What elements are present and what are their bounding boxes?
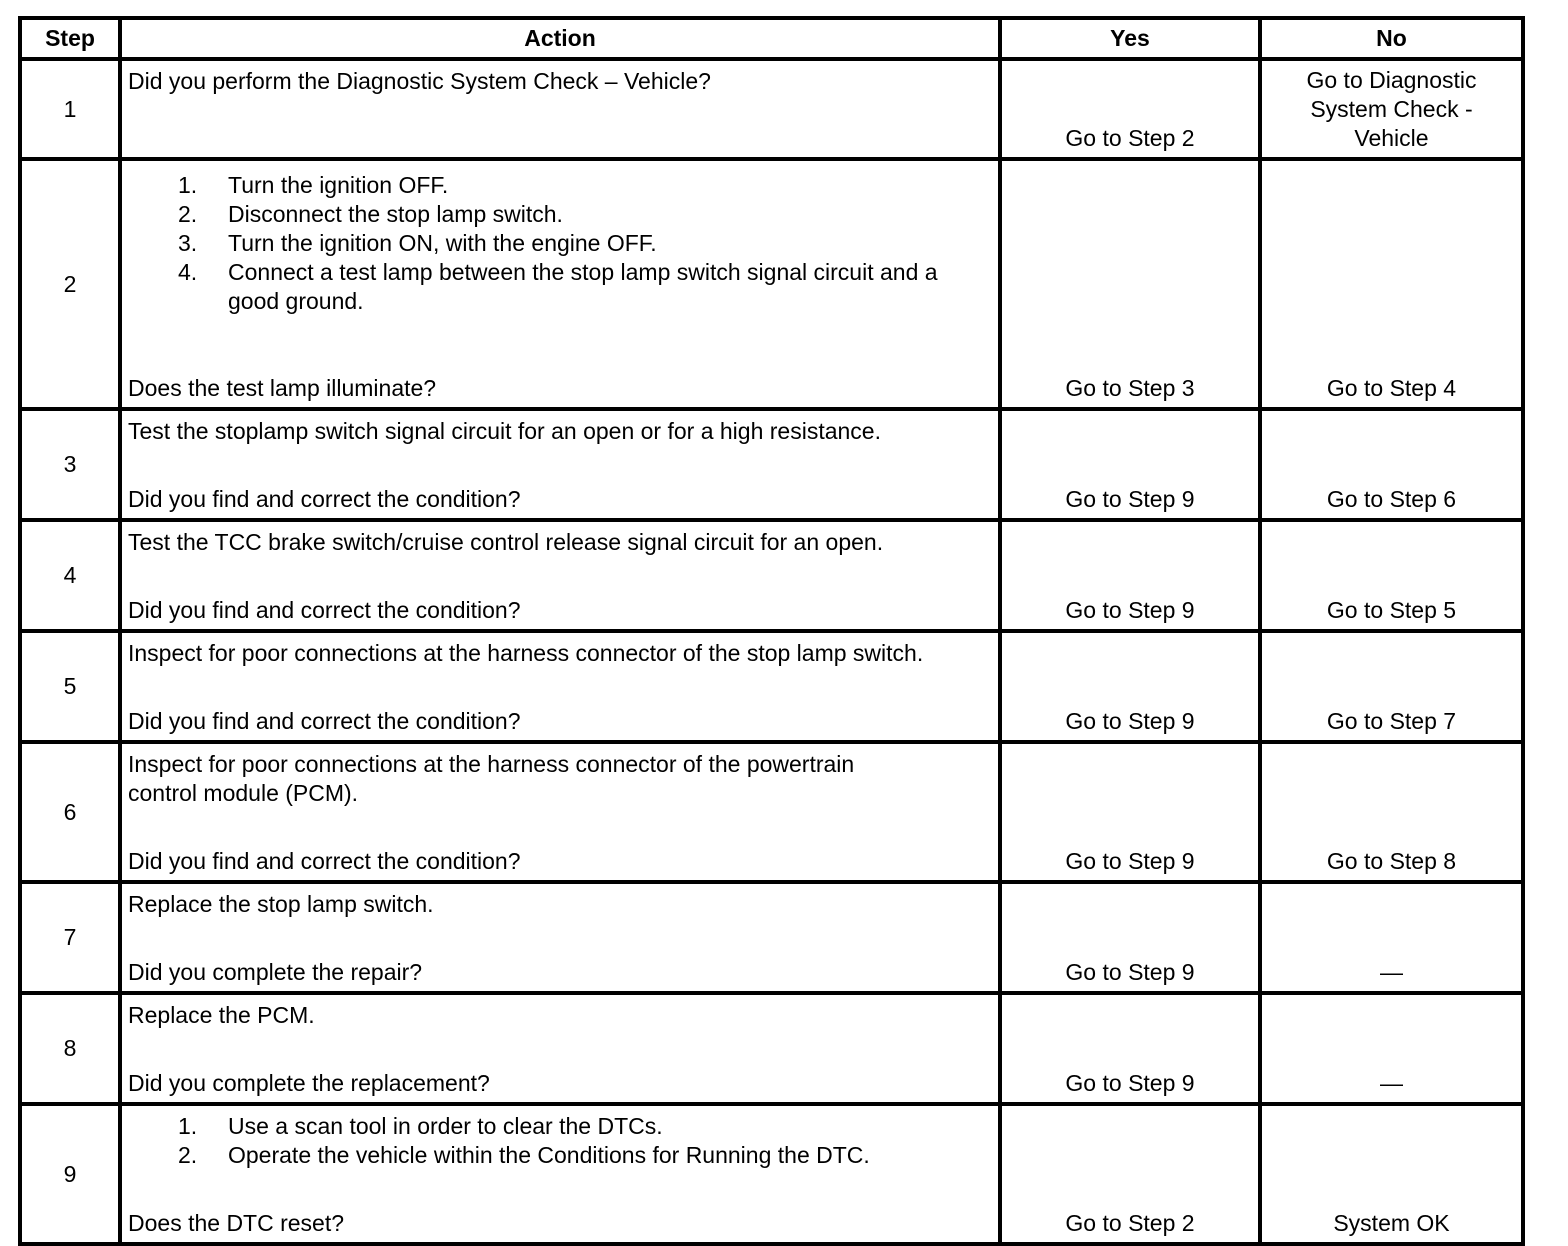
action-cell [120,631,1000,742]
action-text: Replace the stop lamp switch. [128,891,434,917]
no-cell: Go to Step 6 [1260,409,1523,520]
diagnostic-table [18,16,1525,1246]
no-cell: System OK [1260,1104,1523,1244]
table-row [20,159,1523,409]
table-row [20,882,1523,993]
action-text: Did you perform the Diagnostic System Check – Vehicle? [128,68,711,94]
substep: 3. Turn the ignition ON, with the engine OFF. [178,230,657,256]
question-text: Does the test lamp illuminate? [128,375,437,401]
action-cell [120,520,1000,631]
no-cell: Go to Step 8 [1260,742,1523,882]
table-row [20,520,1523,631]
action-text: Inspect for poor connections at the harness connector of the powertrain control module (PCM). [128,751,855,806]
no-cell: Go to Step 4 [1260,159,1523,409]
yes-cell: Go to Step 2 [1000,1104,1260,1244]
action-text: Inspect for poor connections at the harness connector of the stop lamp switch. [128,640,924,666]
step-number: 3 [20,409,120,520]
substep: 4. Connect a test lamp between the stop lamp switch signal circuit and a good ground. [178,259,938,314]
yes-cell: Go to Step 9 [1000,520,1260,631]
action-cell [120,159,1000,409]
question-text: Did you find and correct the condition? [128,708,521,734]
substep: 1. Use a scan tool in order to clear the DTCs. [178,1113,663,1139]
substep: 2. Operate the vehicle within the Conditions for Running the DTC. [178,1142,870,1168]
substep-list [178,1112,992,1170]
step-number: 1 [20,59,120,159]
action-cell [120,882,1000,993]
header-no: No [1260,18,1523,59]
header-step: Step [20,18,120,59]
step-number: 2 [20,159,120,409]
no-cell: — [1260,882,1523,993]
no-cell: Go to Diagnostic System Check - Vehicle [1260,59,1523,159]
action-text: Test the stoplamp switch signal circuit for an open or for a high resistance. [128,418,881,444]
question-text: Did you complete the repair? [128,959,423,985]
yes-cell: Go to Step 9 [1000,882,1260,993]
header-yes: Yes [1000,18,1260,59]
question-text: Did you complete the replacement? [128,1070,490,1096]
header-action: Action [120,18,1000,59]
yes-cell: Go to Step 2 [1000,59,1260,159]
yes-cell: Go to Step 9 [1000,631,1260,742]
step-number: 8 [20,993,120,1104]
table-row [20,631,1523,742]
question-text: Did you find and correct the condition? [128,486,521,512]
step-number: 9 [20,1104,120,1244]
question-text: Did you find and correct the condition? [128,848,521,874]
substep-list [178,171,992,316]
table-row [20,59,1523,159]
question-text: Did you find and correct the condition? [128,597,521,623]
substep: 1. Turn the ignition OFF. [178,172,449,198]
step-number: 7 [20,882,120,993]
no-cell: Go to Step 5 [1260,520,1523,631]
action-text: Test the TCC brake switch/cruise control release signal circuit for an open. [128,529,884,555]
table-row [20,1104,1523,1244]
action-cell [120,742,1000,882]
table-row [20,742,1523,882]
action-cell [120,409,1000,520]
action-text: Replace the PCM. [128,1002,315,1028]
header-row [20,18,1523,59]
action-cell [120,59,1000,159]
step-number: 6 [20,742,120,882]
action-cell [120,993,1000,1104]
action-cell [120,1104,1000,1244]
table-row [20,993,1523,1104]
no-cell: Go to Step 7 [1260,631,1523,742]
step-number: 5 [20,631,120,742]
no-cell: — [1260,993,1523,1104]
question-text: Does the DTC reset? [128,1210,345,1236]
yes-cell: Go to Step 3 [1000,159,1260,409]
substep: 2. Disconnect the stop lamp switch. [178,201,563,227]
step-number: 4 [20,520,120,631]
yes-cell: Go to Step 9 [1000,742,1260,882]
yes-cell: Go to Step 9 [1000,993,1260,1104]
table-row [20,409,1523,520]
yes-cell: Go to Step 9 [1000,409,1260,520]
